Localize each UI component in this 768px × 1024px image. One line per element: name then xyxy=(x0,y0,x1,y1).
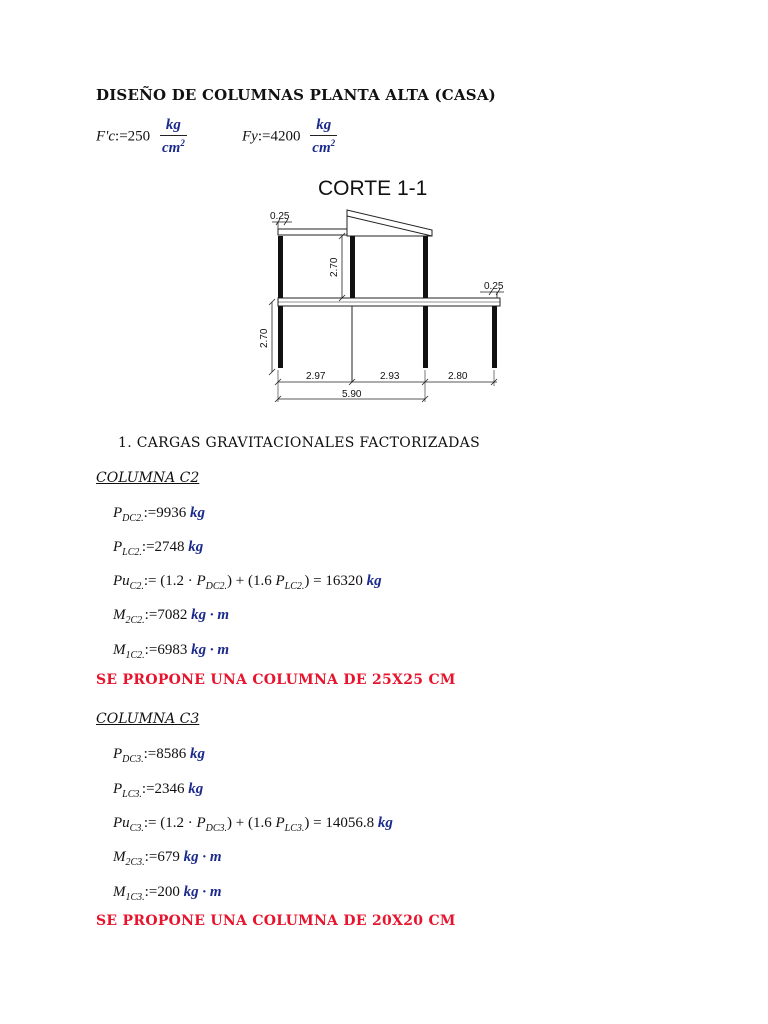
fc-assign: := xyxy=(115,128,128,145)
fy-unit-exp: 2 xyxy=(330,138,336,148)
c3-m1-sub: 1C3. xyxy=(125,892,145,903)
fc-equation xyxy=(96,117,187,157)
c3-pu-expr-c: ) = xyxy=(304,815,326,831)
fc-symbol: F'c xyxy=(96,128,116,145)
section-heading: 1. CARGAS GRAVITACIONALES FACTORIZADAS xyxy=(118,435,480,451)
c3-pu-expr-a: := (1.2 · xyxy=(143,815,197,831)
c2-plc-sub: LC2. xyxy=(122,547,142,558)
c2-m2-symbol: M xyxy=(113,607,126,623)
c3-pdc-assign: := xyxy=(143,746,157,762)
c3-plc-value: 2346 xyxy=(154,781,185,797)
dim-top-left-label: 0.25 xyxy=(270,211,290,222)
c3-pu-p1: P xyxy=(196,815,206,831)
c3-pu-expr-b: ) + (1.6 xyxy=(227,815,276,831)
dim-span1-label: 2.97 xyxy=(306,371,326,382)
fy-unit-num: kg xyxy=(310,117,337,136)
column-lower-3 xyxy=(423,306,428,368)
column-upper-1 xyxy=(278,236,283,298)
c3-plc-assign: := xyxy=(141,781,155,797)
c2-m1-unit: kg · m xyxy=(191,642,229,658)
c3-pu-symbol: Pu xyxy=(113,815,130,831)
c2-pu-p2-sub: LC2. xyxy=(284,581,305,592)
c2-pu-p1: P xyxy=(196,573,206,589)
c2-plc-equation xyxy=(113,539,203,558)
c2-pu-sub: C2. xyxy=(129,581,144,592)
dim-total-label: 5.90 xyxy=(342,389,362,400)
page-title: DISEÑO DE COLUMNAS PLANTA ALTA (CASA) xyxy=(96,86,496,104)
c2-plc-unit: kg xyxy=(188,539,204,555)
fc-unit-den: cm xyxy=(162,140,181,156)
column-upper-2 xyxy=(350,236,355,298)
c2-m1-symbol: M xyxy=(113,642,126,658)
c3-pu-unit: kg xyxy=(377,815,393,831)
c3-m2-sub: 2C3. xyxy=(125,857,145,868)
c3-pu-value: 14056.8 xyxy=(325,815,375,831)
c3-pu-p2: P xyxy=(275,815,285,831)
c2-pu-p2: P xyxy=(275,573,285,589)
c3-pu-sub: C3. xyxy=(129,823,144,834)
c2-m1-assign: := xyxy=(144,642,158,658)
c2-pu-p1-sub: DC2. xyxy=(205,581,228,592)
c2-heading: COLUMNA C2 xyxy=(96,470,200,486)
dim-span2-label: 2.93 xyxy=(380,371,400,382)
c2-proposal: SE PROPONE UNA COLUMNA DE 25X25 CM xyxy=(96,672,456,688)
fc-unit-num: kg xyxy=(160,117,187,136)
c2-plc-assign: := xyxy=(141,539,155,555)
c2-pu-value: 16320 xyxy=(325,573,363,589)
dim-span3-label: 2.80 xyxy=(448,371,468,382)
c3-plc-equation xyxy=(113,781,203,800)
c3-pu-equation xyxy=(113,815,393,834)
c2-pu-equation xyxy=(113,573,382,592)
column-lower-4 xyxy=(492,306,497,368)
section-diagram xyxy=(240,168,530,410)
fy-value: 4200 xyxy=(270,128,301,145)
c2-m1-value: 6983 xyxy=(157,642,188,658)
c3-m2-equation xyxy=(113,849,221,868)
fc-value: 250 xyxy=(127,128,151,145)
fy-assign: := xyxy=(257,128,271,145)
c2-pu-unit: kg xyxy=(366,573,382,589)
c3-m2-unit: kg · m xyxy=(183,849,222,865)
c3-m1-symbol: M xyxy=(113,884,126,900)
c3-m1-value: 200 xyxy=(157,884,180,900)
c2-m2-value: 7082 xyxy=(157,607,188,623)
c3-heading: COLUMNA C3 xyxy=(96,711,200,727)
c2-pdc-equation xyxy=(113,505,205,524)
c3-m2-symbol: M xyxy=(113,849,126,865)
c3-pdc-value: 8586 xyxy=(156,746,187,762)
c3-m1-equation xyxy=(113,884,221,903)
fc-unit-exp: 2 xyxy=(180,138,185,148)
c3-m2-value: 679 xyxy=(157,849,180,865)
c2-m2-equation xyxy=(113,607,229,626)
c3-plc-unit: kg xyxy=(188,781,204,797)
column-upper-3 xyxy=(423,236,428,298)
c3-pdc-equation xyxy=(113,746,205,765)
c2-pu-symbol: Pu xyxy=(113,573,130,589)
c3-m1-assign: := xyxy=(144,884,158,900)
c3-pu-p1-sub: DC3. xyxy=(205,823,228,834)
roof-inner-line xyxy=(347,216,432,236)
fc-unit xyxy=(160,117,187,157)
diagram-title: CORTE 1-1 xyxy=(318,177,428,200)
c3-pdc-symbol: P xyxy=(113,746,123,762)
c2-pu-expr-c: ) = xyxy=(304,573,326,589)
c3-pdc-sub: DC3. xyxy=(122,754,144,765)
c3-proposal: SE PROPONE UNA COLUMNA DE 20X20 CM xyxy=(96,913,456,929)
column-lower-1 xyxy=(278,306,283,368)
c3-plc-symbol: P xyxy=(113,781,123,797)
c2-pu-expr-a: := (1.2 · xyxy=(143,573,197,589)
c2-pdc-unit: kg xyxy=(189,505,205,521)
sloped-roof xyxy=(347,210,432,236)
upper-left-slab xyxy=(278,229,347,235)
c2-plc-value: 2748 xyxy=(154,539,185,555)
c3-m1-unit: kg · m xyxy=(183,884,222,900)
c3-pu-p2-sub: LC3. xyxy=(284,823,305,834)
c3-pdc-unit: kg xyxy=(189,746,205,762)
fy-unit-den: cm xyxy=(312,140,331,156)
c2-m1-equation xyxy=(113,642,229,661)
dim-lower-height-label: 2.70 xyxy=(259,328,270,348)
c2-pdc-symbol: P xyxy=(113,505,123,521)
c2-pdc-assign: := xyxy=(143,505,157,521)
c2-m2-assign: := xyxy=(144,607,158,623)
fy-unit xyxy=(310,117,337,157)
c2-pdc-sub: DC2. xyxy=(122,513,144,524)
fy-equation xyxy=(242,117,337,157)
dim-upper-height-label: 2.70 xyxy=(329,257,340,277)
fy-symbol: Fy xyxy=(242,128,258,145)
c2-m2-unit: kg · m xyxy=(191,607,229,623)
c3-plc-sub: LC3. xyxy=(122,789,142,800)
dim-top-right-label: 0.25 xyxy=(484,281,504,292)
c2-m2-sub: 2C2. xyxy=(125,615,145,626)
c2-m1-sub: 1C2. xyxy=(125,650,145,661)
c2-pdc-value: 9936 xyxy=(156,505,187,521)
c2-plc-symbol: P xyxy=(113,539,123,555)
c2-pu-expr-b: ) + (1.6 xyxy=(227,573,276,589)
c3-m2-assign: := xyxy=(144,849,158,865)
